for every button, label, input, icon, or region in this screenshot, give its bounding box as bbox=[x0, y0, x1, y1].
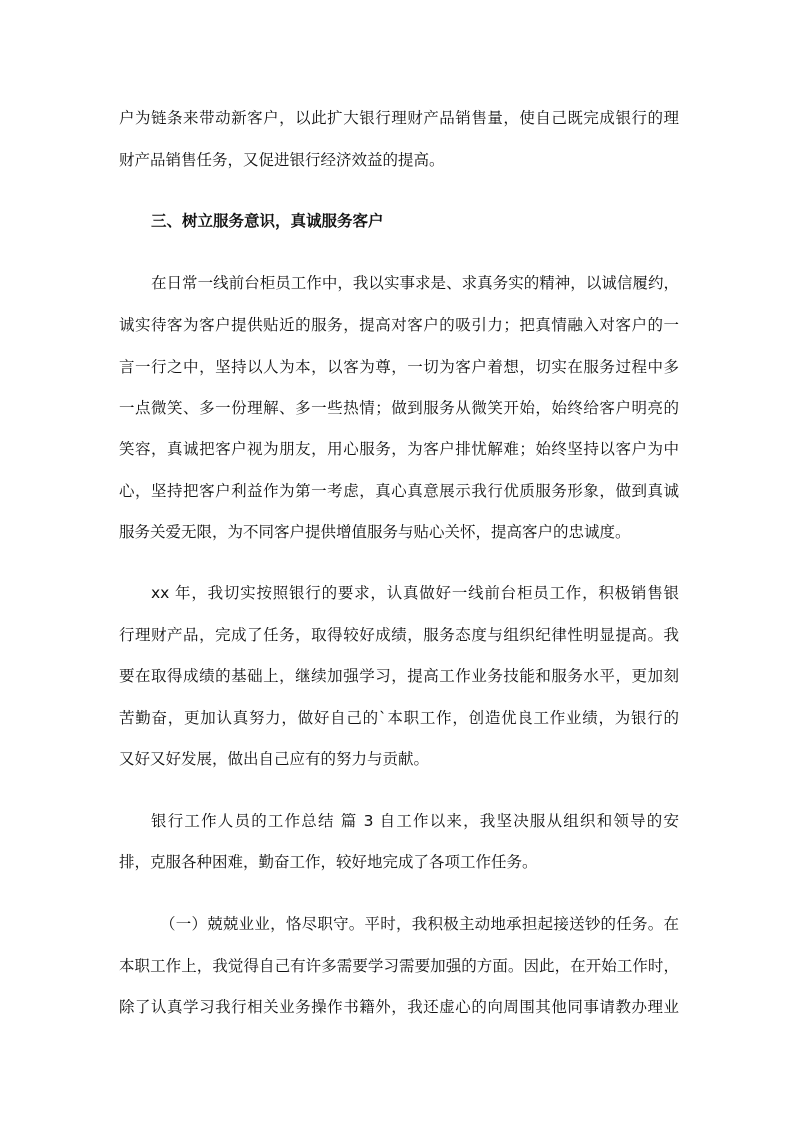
text-line: 心，坚持把客户利益作为第一考虑，真心真意展示我行优质服务形象，做到真诚 bbox=[119, 482, 679, 500]
text-line: 行理财产品，完成了任务，取得较好成绩，服务态度与组织纪律性明显提高。我 bbox=[119, 626, 679, 644]
text-line: 排，克服各种困难，勤奋工作，较好地完成了各项工作任务。 bbox=[119, 853, 538, 871]
text-line: 财产品销售任务，又促进银行经济效益的提高。 bbox=[119, 151, 445, 169]
text-line: 银行工作人员的工作总结 篇 3 自工作以来，我坚决服从组织和领导的安 bbox=[151, 812, 679, 830]
text-line: 在日常一线前台柜员工作中，我以实事求是、求真务实的精神，以诚信履约， bbox=[151, 274, 679, 292]
text-line: 言一行之中，坚持以人为本，以客为尊，一切为客户着想，切实在服务过程中多 bbox=[119, 358, 679, 376]
text-line: （一）兢兢业业，恪尽职守。平时，我积极主动地承担起接送钞的任务。在 bbox=[160, 915, 679, 933]
text-line: 诚实待客为客户提供贴近的服务，提高对客户的吸引力；把真情融入对客户的一 bbox=[119, 316, 679, 334]
text-line: 除了认真学习我行相关业务操作书籍外，我还虚心的向周围其他同事请教办理业 bbox=[119, 998, 679, 1016]
text-line: xx 年，我切实按照银行的要求，认真做好一线前台柜员工作，积极销售银 bbox=[151, 584, 679, 602]
text-line: 要在取得成绩的基础上，继续加强学习，提高工作业务技能和服务水平，更加刻 bbox=[119, 667, 679, 685]
text-line: 户为链条来带动新客户，以此扩大银行理财产品销售量，使自己既完成银行的理 bbox=[119, 109, 679, 127]
text-line: 苦勤奋，更加认真努力，做好自己的`本职工作，创造优良工作业绩，为银行的 bbox=[119, 709, 679, 727]
text-line: 服务关爱无限，为不同客户提供增值服务与贴心关怀，提高客户的忠诚度。 bbox=[119, 523, 631, 541]
text-line: 又好又好发展，做出自己应有的努力与贡献。 bbox=[119, 750, 430, 768]
text-line: 笑容，真诚把客户视为朋友，用心服务，为客户排忧解难；始终坚持以客户为中 bbox=[119, 440, 679, 458]
section-heading: 三、树立服务意识，真诚服务客户 bbox=[151, 212, 384, 230]
text-line: 本职工作上，我觉得自己有许多需要学习需要加强的方面。因此，在开始工作时， bbox=[119, 957, 679, 975]
text-line: 一点微笑、多一份理解、多一些热情；做到服务从微笑开始，始终给客户明亮的 bbox=[119, 399, 679, 417]
